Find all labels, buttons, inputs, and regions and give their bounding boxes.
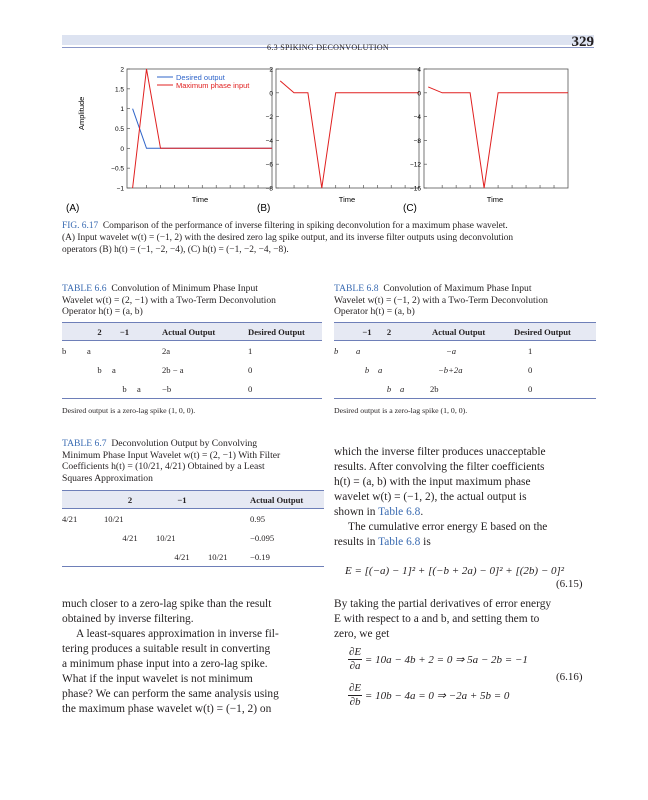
text-line: tering produces a suitable result in converting [62,643,271,655]
cell: b [364,364,370,375]
text-line: obtained by inverse filtering. [62,613,194,625]
text-line: a minimum phase input into a zero-lag spike. [62,658,268,670]
eq-numerator: ∂E [349,646,362,658]
table-6-6-title-1: Convolution of Minimum Phase Input [111,283,258,294]
eq-rhs: = 10b − 4a = 0 ⇒ −2a + 5b = 0 [364,690,510,702]
panel-a [77,67,272,205]
cell: 0 [528,364,533,375]
table-6-6 [62,322,322,399]
y-tick-label: 1 [120,106,124,114]
series-output-c [428,87,568,188]
text-line: h(t) = (a, b) with the input maximum phase [334,476,531,488]
table-row [62,341,322,361]
table-6-6-title [62,283,322,318]
text-span: results in [334,536,379,548]
table-6-7-title-2: Minimum Phase Input Wavelet w(t) = (2, −1) With Filter [62,449,281,461]
table-6-6-title-3: Operator h(t) = (a, b) [62,306,143,317]
table-6-8-title-3: Operator h(t) = (a, b) [334,306,415,317]
table-6-6-note: Desired output is a zero-lag spike (1, 0, 0). [62,406,196,415]
table-6-8-title-1: Convolution of Maximum Phase Input [383,283,532,294]
cell: 10/21 [156,532,176,543]
t66-header-minus1: −1 [112,323,137,341]
table-row [62,379,322,399]
text-line [334,505,594,520]
y-tick-label: −8 [265,185,273,193]
left-column-text [62,597,322,717]
table-6-7-title-3: Coefficients h(t) = (10/21, 4/21) Obtained by a Least [62,461,265,472]
cell: a [87,345,91,356]
panel-c-xlabel: Time [486,195,504,204]
cell: −0.19 [250,547,324,567]
t66-header-actual: Actual Output [162,323,248,341]
panel-c [410,67,568,205]
t68-header-desired: Desired Output [514,323,596,341]
text-line: the maximum phase wavelet w(t) = (−1, 2) on [62,703,272,715]
t66-header-desired: Desired Output [248,323,322,341]
cell: 4/21 [156,547,208,567]
text-line: zero, we get [334,628,390,640]
cell: 0 [514,379,596,399]
caption-line-2: (A) Input wavelet w(t) = (−1, 2) with the desired zero lag spike output, and its inverse filter outputs using deconvolution [62,233,514,243]
text-span: shown in [334,506,379,518]
table-6-8-link[interactable]: Table 6.8 [378,536,421,548]
cell: 10/21 [104,513,124,524]
table-row [334,379,596,399]
table-6-8-link[interactable]: Table 6.8 [378,506,421,518]
text-line: phase? We can perform the same analysis using [62,688,279,700]
y-tick-label: −4 [413,114,421,122]
y-tick-label: −8 [413,137,421,145]
table-row [62,528,324,547]
cell: 2b [422,379,514,399]
cell: 2b − a [162,364,184,375]
cell: −a [446,345,457,356]
table-row [334,360,596,379]
t67-header-2: 2 [104,491,156,509]
y-tick-label: −16 [409,185,421,193]
text-line: much closer to a zero-lag spike than the result [62,598,272,610]
series-desired-output [133,109,272,149]
right-column-text-2 [334,597,594,642]
cell: 0.95 [250,513,266,524]
t67-header-actual: Actual Output [250,491,324,509]
table-6-7-title [62,438,324,484]
table-row [62,547,324,567]
cell: 0 [248,379,322,399]
legend-maximum-phase-input: Maximum phase input [176,81,250,90]
cell: a [112,364,116,375]
cell: 1 [528,345,533,356]
panel-b-xlabel: Time [338,195,356,204]
page-number: 329 [571,34,594,50]
cell: a [400,379,422,399]
text-line: A least-squares approximation in inverse fil- [76,628,279,640]
text-line: What if the input wavelet is not minimum [62,673,253,685]
text-line: results. After convolving the filter coefficients [334,461,545,473]
panel-a-letter: (A) [66,203,80,214]
table-6-8-note: Desired output is a zero-lag spike (1, 0, 0). [334,406,468,415]
eq-denominator: ∂b [349,696,361,708]
cell: a [137,379,162,399]
table-6-7-label: TABLE 6.7 [62,438,107,449]
eq-numerator: ∂E [349,682,362,694]
text-line: which the inverse filter produces unacceptable [334,446,546,458]
running-head: 6.3 SPIKING DECONVOLUTION [267,43,389,52]
y-tick-label: 2 [120,66,124,74]
cell: 4/21 [122,532,138,543]
figure-6-17 [60,58,600,218]
y-tick-label: −2 [265,114,273,122]
y-tick-label: −4 [265,137,273,145]
cell: b [112,379,137,399]
table-6-7 [62,490,324,567]
table-6-8 [334,322,596,399]
legend-desired-output: Desired output [176,73,225,82]
t66-header-2: 2 [87,323,112,341]
y-tick-label: 0 [269,90,273,98]
cell: −b [162,379,248,399]
panel-a-xlabel: Time [191,195,209,204]
y-tick-label: 0.5 [114,126,124,133]
cell: 10/21 [208,547,250,567]
equation-6-16b [348,682,509,709]
equation-6-15-number: (6.15) [556,578,583,590]
equation-6-16-number: (6.16) [556,671,583,683]
cell: b [97,364,102,375]
table-6-7-title-4: Squares Approximation [62,472,153,484]
cell: b [334,345,339,356]
eq-rhs: = 10a − 4b + 2 = 0 ⇒ 5a − 2b = −1 [364,654,528,666]
panel-b-letter: (B) [257,203,271,214]
caption-label: FIG. 6.17 [62,221,99,231]
table-row [62,509,324,529]
table-row [334,341,596,361]
t67-header-minus1: −1 [156,491,208,509]
cell: −0.095 [250,532,275,543]
panel-a-ylabel: Amplitude [77,96,86,130]
caption-line-1: Comparison of the performance of inverse filtering in spiking deconvolution for a maximum phase wavelet. [102,221,508,231]
figure-caption [62,220,594,256]
text-line: The cumulative error energy E based on the [348,521,548,533]
text-span: . [420,506,424,518]
equation-6-15: E = [(−a) − 1]² + [(−b + 2a) − 0]² + [(2b) − 0]² [345,565,565,577]
series-output-b [280,81,419,188]
t68-header-2: 2 [378,323,400,341]
y-tick-label: −6 [265,161,273,169]
panel-b [266,67,419,205]
right-column-text [334,445,594,550]
cell: 4/21 [62,513,78,524]
panel-c-letter: (C) [403,203,417,214]
y-tick-label: −1 [116,185,124,193]
cell: b [378,379,400,399]
text-line [334,535,594,550]
equation-6-16a [348,646,528,673]
table-6-8-title [334,283,596,318]
y-tick-label: 0 [120,145,124,153]
table-6-6-title-2: Wavelet w(t) = (2, −1) with a Two-Term Deconvolution [62,294,276,306]
table-6-7-title-1: Deconvolution Output by Convolving [111,438,258,449]
y-tick-label: −0.5 [111,165,124,173]
table-6-6-label: TABLE 6.6 [62,283,107,294]
table-row [62,360,322,379]
y-tick-label: 2 [269,66,273,74]
cell: b [62,345,67,356]
text-span: is [420,536,431,548]
text-line: wavelet w(t) = (−1, 2), the actual output is [334,491,527,503]
t68-header-actual: Actual Output [422,323,514,341]
table-6-8-title-2: Wavelet w(t) = (−1, 2) with a Two-Term Deconvolution [334,294,548,306]
y-tick-label: 1.5 [114,86,124,94]
y-tick-label: 0 [417,90,421,98]
eq-denominator: ∂a [349,660,361,672]
cell: 2a [162,345,171,356]
legend [157,73,250,90]
cell: a [378,364,383,375]
t68-header-minus1: −1 [356,323,378,341]
text-line: E with respect to a and b, and setting them to [334,613,540,625]
y-tick-label: −12 [409,161,421,169]
cell: 0 [248,364,253,375]
cell: 1 [248,345,253,356]
y-tick-label: 4 [417,66,421,74]
caption-line-3: operators (B) h(t) = (−1, −2, −4), (C) h(t) = (−1, −2, −4, −8). [62,245,289,255]
text-line: By taking the partial derivatives of error energy [334,598,552,610]
cell: −b+2a [438,364,463,375]
cell: a [356,345,361,356]
table-6-8-label: TABLE 6.8 [334,283,379,294]
